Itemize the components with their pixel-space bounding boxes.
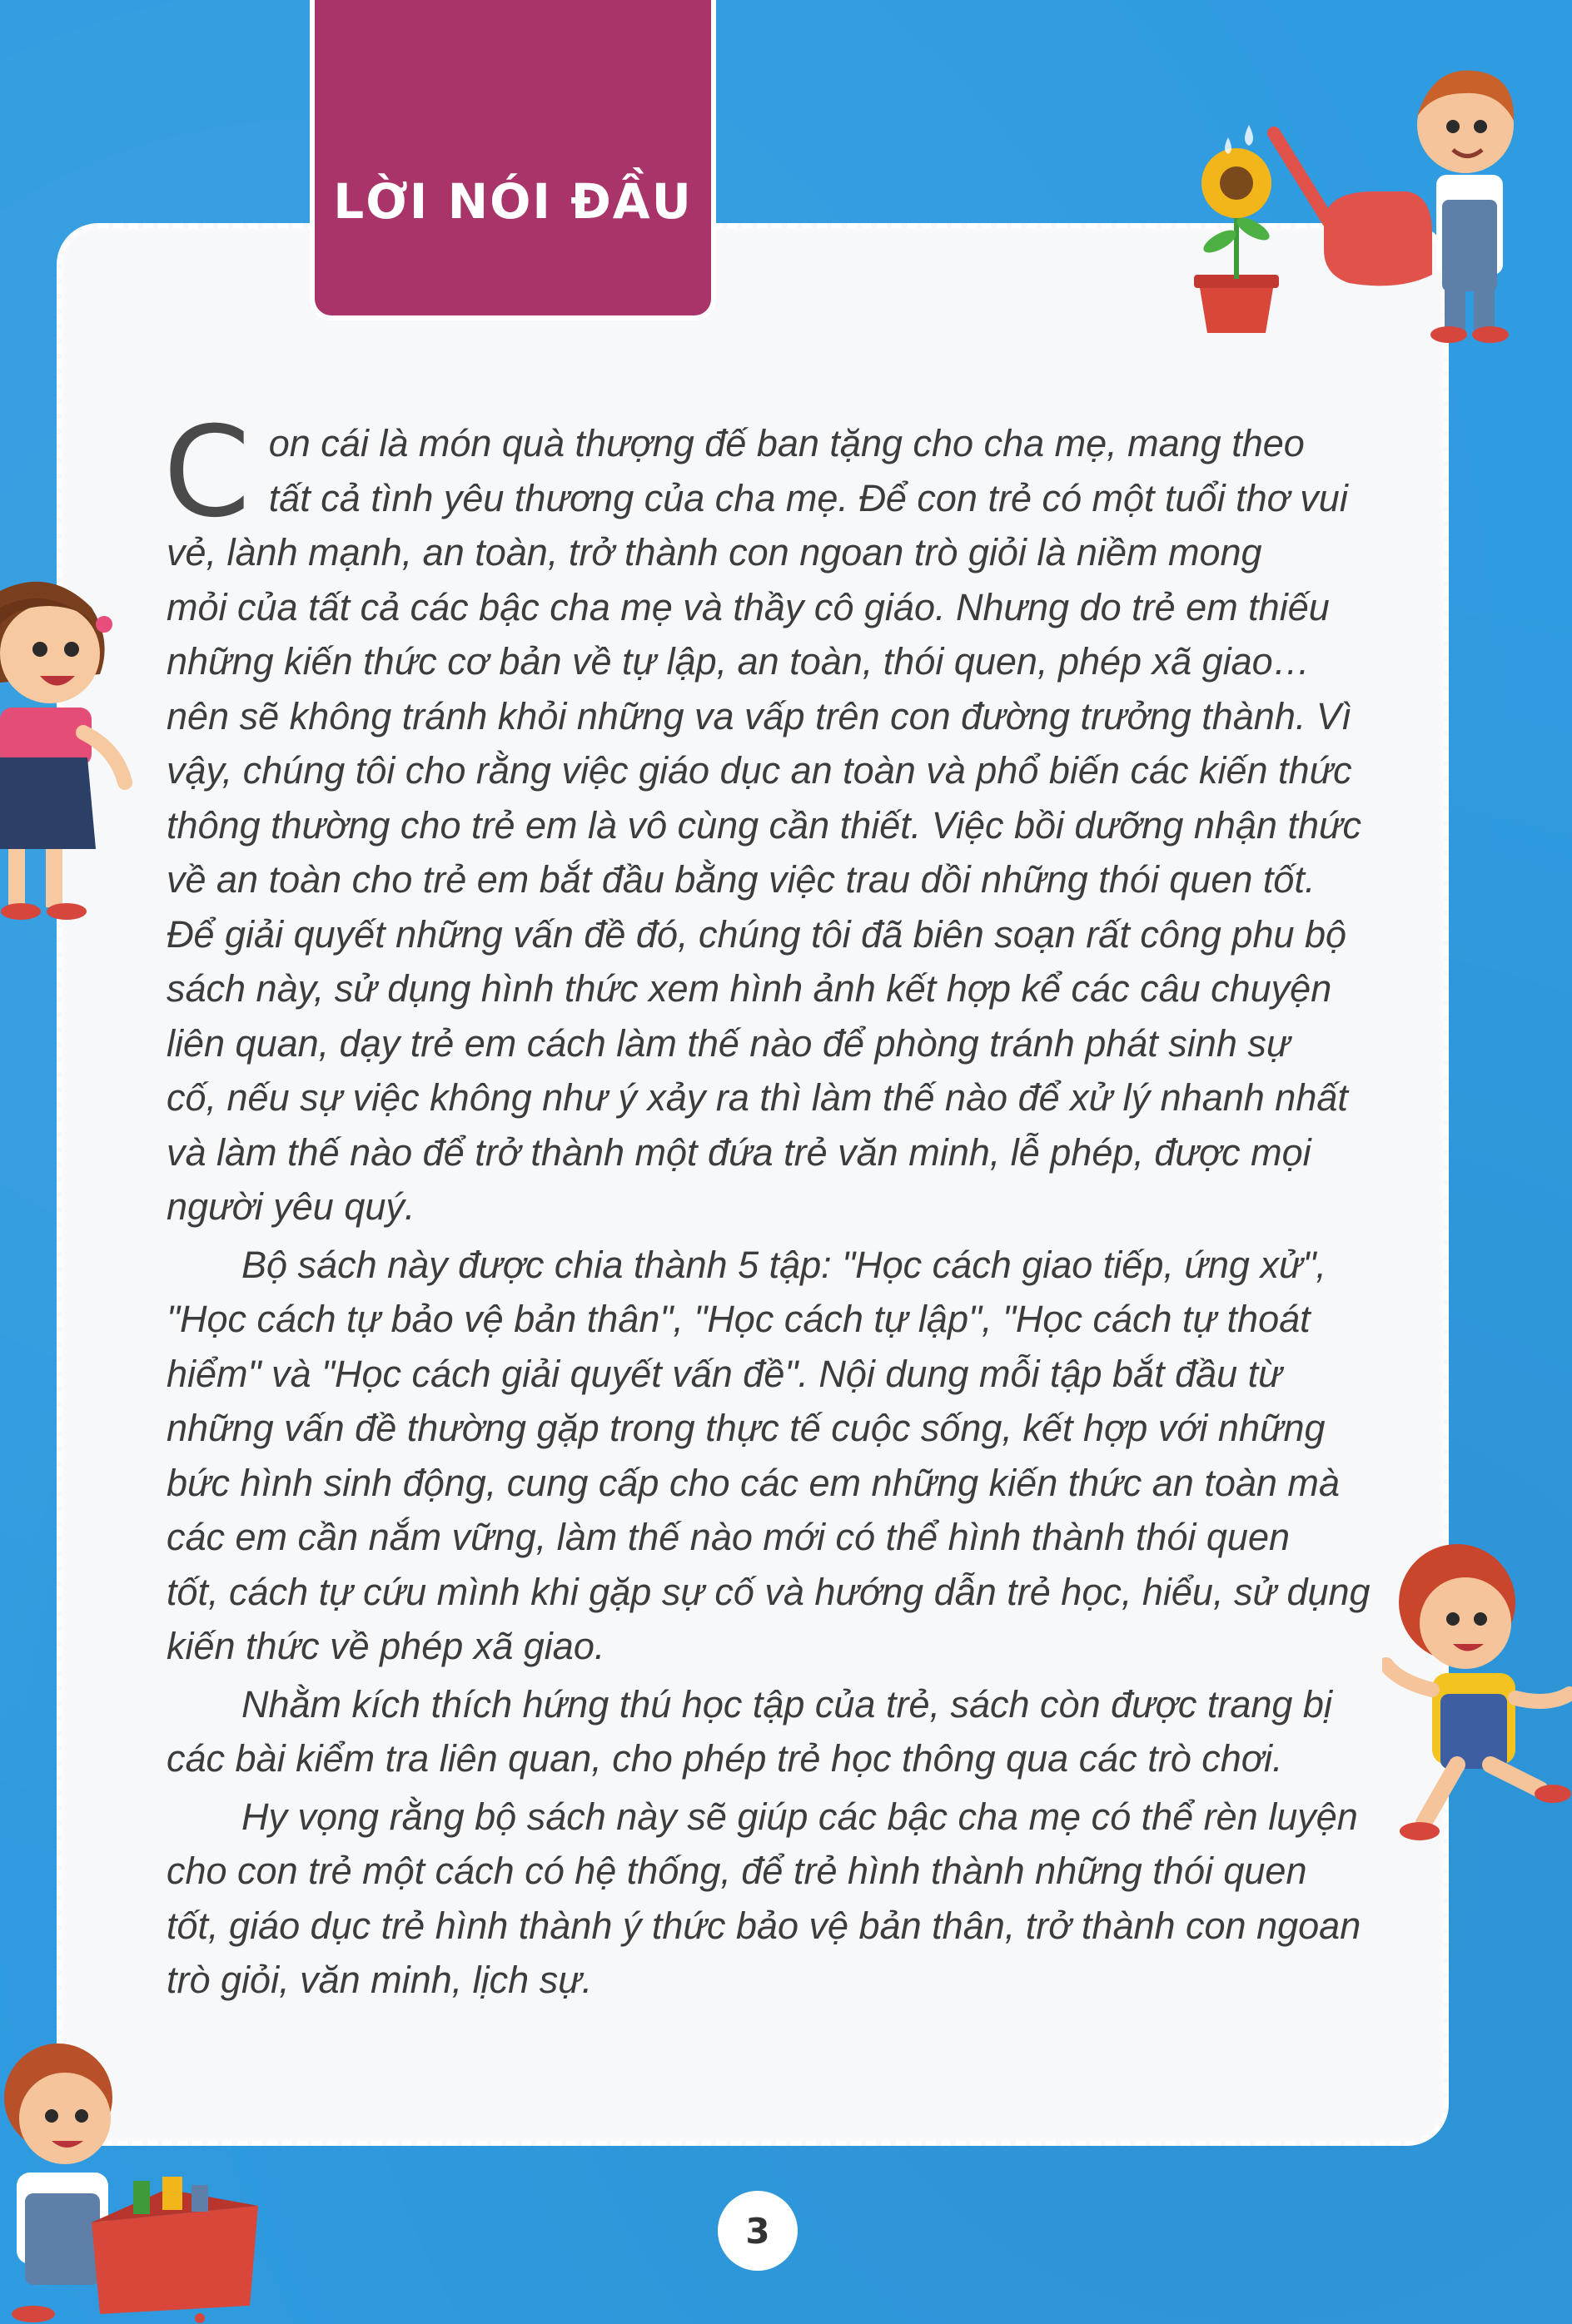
text-line: vẻ, lành mạnh, an toàn, trở thành con ngoan trò giỏi là niềm mong [167, 531, 1262, 574]
text-line: Hy vọng rằng bộ sách này sẽ giúp các bậc cha mẹ có thể rèn luyện [241, 1795, 1358, 1838]
text-line: tốt, cách tự cứu mình khi gặp sự cố và hướng dẫn trẻ học, hiểu, sử dụng [167, 1570, 1371, 1613]
text-line: về an toàn cho trẻ em bắt đầu bằng việc trau dồi những thói quen tốt. [167, 858, 1316, 901]
text-line: những vấn đề thường gặp trong thực tế cuộc sống, kết hợp với những [167, 1407, 1326, 1449]
paragraph-1 [163, 400, 1362, 1234]
text-line: "Học cách tự bảo vệ bản thân", "Học cách tự lập", "Học cách tự thoát [167, 1298, 1311, 1340]
paragraph-4 [167, 1790, 1361, 2008]
text-line: các em cần nắm vững, làm thế nào mới có thể hình thành thói quen [167, 1516, 1291, 1558]
text-line: tất cả tình yêu thương của cha mẹ. Để con trẻ có một tuổi thơ vui [268, 476, 1348, 519]
page-title: LỜI NÓI ĐẦU [333, 173, 693, 230]
text-line: thông thường cho trẻ em là vô cùng cần thiết. Việc bồi dưỡng nhận thức [167, 803, 1362, 847]
page-number: 3 [718, 2191, 798, 2271]
boy-with-toy-box-illustration [0, 2039, 275, 2324]
text-line: cố, nếu sự việc không như ý xảy ra thì làm thế nào để xử lý nhanh nhất [167, 1076, 1348, 1119]
text-line: liên quan, dạy trẻ em cách làm thế nào để phòng tránh phát sinh sự [167, 1021, 1291, 1065]
text-line: Nhằm kích thích hứng thú học tập của trẻ, sách còn được trang bị [241, 1682, 1332, 1726]
drop-cap: C [163, 400, 251, 545]
text-line: người yêu quý. [167, 1185, 415, 1228]
paragraph-2 [167, 1238, 1371, 1674]
text-line: cho con trẻ một cách có hệ thống, để trẻ hình thành những thói quen [167, 1850, 1307, 1892]
text-line: trò giỏi, văn minh, lịch sự. [167, 1959, 593, 2001]
text-line: các bài kiểm tra liên quan, cho phép trẻ học thông qua các trò chơi. [167, 1737, 1283, 1780]
girl-waving-illustration [0, 574, 133, 924]
text-line: và làm thế nào để trở thành một đứa trẻ văn minh, lễ phép, được mọi [167, 1130, 1311, 1174]
text-line: sách này, sử dụng hình thức xem hình ảnh kết hợp kể các câu chuyện [167, 967, 1332, 1010]
boy-running-illustration [1382, 1540, 1572, 1848]
body-text [163, 400, 1371, 2011]
text-line: Để giải quyết những vấn đề đó, chúng tôi đã biên soạn rất công phu bộ [167, 912, 1347, 956]
text-line: on cái là món quà thượng đế ban tặng cho cha mẹ, mang theo [268, 422, 1305, 464]
text-line: những kiến thức cơ bản về tự lập, an toàn, thói quen, phép xã giao… [167, 640, 1311, 683]
text-line: vậy, chúng tôi cho rằng việc giáo dục an toàn và phổ biến các kiến thức [167, 749, 1352, 792]
text-line: hiểm" và "Học cách giải quyết vấn đề". Nội dung mỗi tập bắt đầu từ [167, 1352, 1282, 1395]
text-line: tốt, giáo dục trẻ hình thành ý thức bảo vệ bản thân, trở thành con ngoan [167, 1904, 1361, 1947]
text-line: mỏi của tất cả các bậc cha mẹ và thầy cô giáo. Nhưng do trẻ em thiếu [167, 585, 1330, 628]
boy-watering-flower-illustration [1182, 33, 1532, 350]
title-tab [310, 0, 716, 320]
text-line: Bộ sách này được chia thành 5 tập: "Học cách giao tiếp, ứng xử", [241, 1243, 1326, 1286]
text-line: nên sẽ không tránh khỏi những va vấp trên con đường trưởng thành. Vì [167, 694, 1352, 737]
text-line: kiến thức về phép xã giao. [167, 1625, 605, 1667]
paragraph-3 [167, 1677, 1349, 1786]
text-line: bức hình sinh động, cung cấp cho các em những kiến thức an toàn mà [167, 1461, 1340, 1504]
